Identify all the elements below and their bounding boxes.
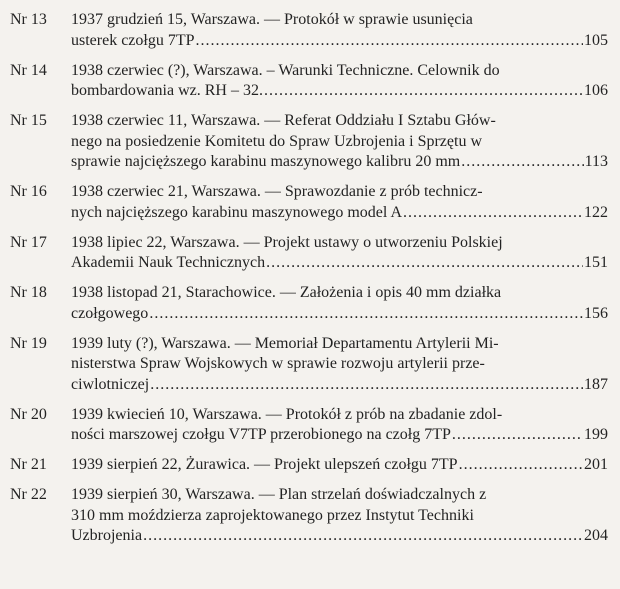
toc-entry (10, 485, 608, 547)
entry-number: Nr 17 (10, 233, 47, 251)
entry-last-line (71, 425, 608, 446)
entry-last-line (71, 526, 608, 547)
entry-title-line: 310 mm moździerza zaprojektowanego przez Instytut Techniki (71, 506, 474, 524)
entry-title-line: usterek czołgu 7TP (71, 31, 195, 49)
entry-title-line: sprawie najcięższego karabinu maszynowego kalibru 20 mm (71, 153, 461, 170)
dot-leader (264, 81, 583, 102)
entry-body (71, 334, 608, 396)
dot-leader (403, 203, 583, 224)
dot-leader (461, 152, 583, 173)
page-number: 199 (584, 426, 608, 443)
page-number: 106 (584, 82, 608, 99)
entry-title-line: 1938 listopad 21, Starachowice. — Założenia i opis 40 mm działka (71, 284, 502, 301)
entry-title-line: 1938 czerwiec 11, Warszawa. — Referat Oddziału I Sztabu Głów- (71, 112, 496, 129)
dot-leader (143, 526, 583, 547)
toc-entry (10, 283, 608, 324)
entry-title-line: ciwlotniczej (71, 375, 150, 393)
entry-body (71, 485, 608, 547)
dot-leader (266, 253, 583, 274)
toc-entry (10, 10, 608, 51)
entry-title-line: Uzbrojenia (71, 527, 143, 544)
entry-body (71, 61, 608, 102)
entry-body (71, 455, 608, 476)
page-number: 105 (584, 31, 608, 49)
entry-title-line: 1937 grudzień 15, Warszawa. — Protokół w sprawie usunięcia (71, 11, 473, 28)
entry-last-line (71, 253, 608, 274)
entry-title-line: 1939 luty (?), Warszawa. — Memoriał Departamentu Artylerii Mi- (71, 334, 499, 352)
entry-title-line: czołgowego (71, 304, 149, 322)
table-of-contents (10, 10, 608, 547)
entry-title-line: 1938 czerwiec 21, Warszawa. — Sprawozdanie z prób technicz- (71, 183, 483, 200)
entry-body (71, 283, 608, 324)
entry-number: Nr 20 (10, 405, 47, 423)
page-number: 187 (584, 375, 608, 393)
entry-number: Nr 18 (10, 284, 47, 301)
entry-number: Nr 16 (10, 183, 47, 200)
entry-body (71, 10, 608, 51)
entry-title-line: nych najcięższego karabinu maszynowego model A (71, 203, 402, 221)
entry-number: Nr 15 (10, 112, 47, 129)
entry-number: Nr 19 (10, 334, 47, 352)
dot-leader (459, 455, 583, 476)
toc-entry (10, 455, 608, 476)
toc-entry (10, 111, 608, 173)
page-number: 204 (584, 527, 608, 544)
entry-last-line (71, 152, 608, 173)
entry-body (71, 233, 608, 274)
entry-number: Nr 13 (10, 11, 47, 28)
entry-last-line (71, 31, 608, 52)
dot-leader (149, 304, 583, 325)
page-number: 113 (584, 153, 608, 170)
entry-title-line: 1939 sierpień 22, Żurawica. — Projekt ulepszeń czołgu 7TP (71, 456, 458, 473)
entry-body (71, 182, 608, 223)
toc-entry (10, 334, 608, 396)
entry-last-line (71, 203, 608, 224)
page-number: 156 (584, 304, 608, 322)
page-number: 151 (584, 254, 608, 271)
page-number: 201 (584, 456, 608, 473)
entry-title-line: 1939 sierpień 30, Warszawa. — Plan strzelań doświadczalnych z (71, 486, 487, 503)
entry-last-line (71, 81, 608, 102)
entry-title-line: bombardowania wz. RH – 32. (71, 82, 263, 99)
toc-entry (10, 405, 608, 446)
entry-last-line (71, 375, 608, 396)
entry-title-line: 1938 lipiec 22, Warszawa. — Projekt ustawy o utworzeniu Polskiej (71, 233, 503, 251)
entry-body (71, 111, 608, 173)
entry-last-line (71, 304, 608, 325)
dot-leader (150, 375, 583, 396)
entry-number: Nr 22 (10, 486, 47, 503)
entry-number: Nr 21 (10, 456, 47, 473)
entry-title-line: Akademii Nauk Technicznych (71, 254, 266, 271)
entry-last-line (71, 455, 608, 476)
page-number: 122 (584, 203, 608, 221)
entry-title-line: ności marszowej czołgu V7TP przerobionego na czołg 7TP (71, 426, 451, 443)
entry-body (71, 405, 608, 446)
toc-entry (10, 182, 608, 223)
entry-number: Nr 14 (10, 61, 47, 79)
entry-title-line: 1939 kwiecień 10, Warszawa. — Protokół z prób na zbadanie zdol- (71, 405, 503, 423)
toc-entry (10, 61, 608, 102)
entry-title-line: 1938 czerwiec (?), Warszawa. – Warunki Techniczne. Celownik do (71, 61, 500, 79)
dot-leader (452, 425, 583, 446)
entry-title-line: nisterstwa Spraw Wojskowych w sprawie rozwoju artylerii prze- (71, 355, 485, 372)
toc-entry (10, 233, 608, 274)
entry-title-line: nego na posiedzenie Komitetu do Spraw Uzbrojenia i Sprzętu w (71, 132, 482, 150)
dot-leader (196, 31, 583, 52)
